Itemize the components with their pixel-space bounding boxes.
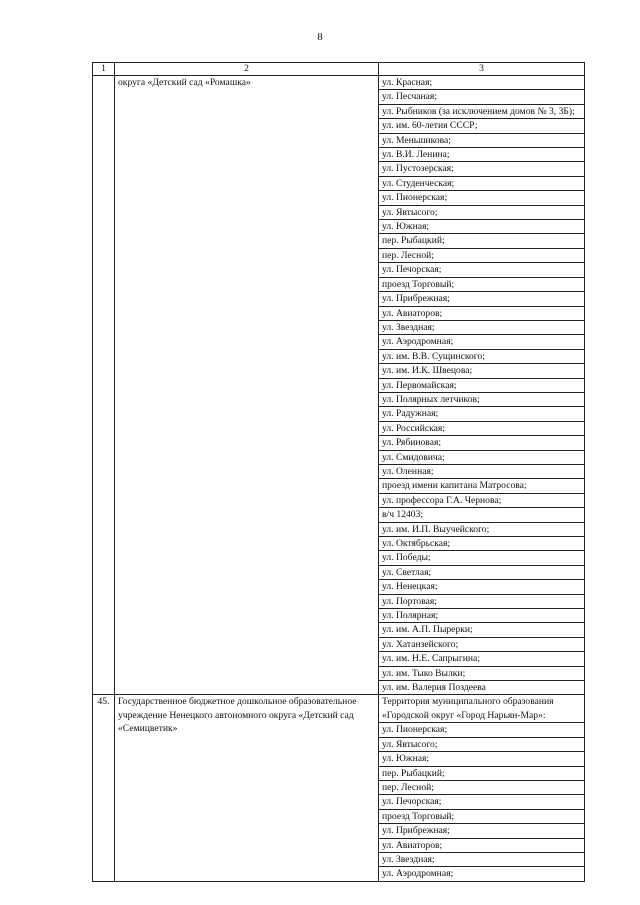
street-item: ул. Звездная; [379, 321, 584, 335]
territory-intro: «Городской округ «Город Нарьян-Мар»: [379, 709, 584, 723]
street-item: ул. Радужная; [379, 407, 584, 421]
header-row [93, 63, 585, 76]
street-item: ул. Печорская; [379, 795, 584, 809]
street-item: проезд Торговый; [379, 810, 584, 824]
street-item: ул. Рыбников (за исключением домов № 3, 3Б); [379, 105, 584, 119]
street-item: ул. Первомайская; [379, 379, 584, 393]
street-item: ул. им. И.П. Выучейского; [379, 523, 584, 537]
street-item: ул. Рябиновая; [379, 436, 584, 450]
table-row [93, 76, 585, 695]
street-item: проезд Торговый; [379, 278, 584, 292]
street-item: ул. Южная; [379, 220, 584, 234]
street-item: ул. Явтысого; [379, 206, 584, 220]
territory-cell [379, 695, 585, 881]
row-number [93, 76, 115, 695]
institution-name: округа «Детский сад «Ромашка» [115, 76, 379, 695]
street-item: ул. Звездная; [379, 853, 584, 867]
street-item: ул. им. Н.Е. Сапрыгина; [379, 652, 584, 666]
territory-table [92, 62, 585, 882]
street-item: ул. Студенческая; [379, 177, 584, 191]
street-item: ул. им. Тыко Вылки; [379, 667, 584, 681]
street-item: ул. Печорская; [379, 263, 584, 277]
street-item: ул. Авиаторов; [379, 307, 584, 321]
institution-name: Государственное бюджетное дошкольное образовательное учреждение Ненецкого автономного округа «Детский сад «Семицветик» [115, 695, 379, 881]
street-item: ул. профессора Г.А. Чернова; [379, 494, 584, 508]
street-item: ул. Светлая; [379, 566, 584, 580]
street-item: ул. Песчаная; [379, 90, 584, 104]
street-item: пер. Лесной; [379, 781, 584, 795]
header-col-2: 2 [115, 63, 379, 76]
street-item: ул. Полярных летчиков; [379, 393, 584, 407]
street-item: ул. Меньшикова; [379, 134, 584, 148]
street-item: ул. Российская; [379, 422, 584, 436]
street-item: ул. Оленная; [379, 465, 584, 479]
street-item: ул. Пионерская; [379, 191, 584, 205]
street-item: ул. Октябрьская; [379, 537, 584, 551]
street-item: ул. им. Валерия Поздеева [382, 682, 486, 694]
street-item: пер. Рыбацкий; [379, 767, 584, 781]
page-number: 8 [317, 32, 323, 43]
street-item: ул. им. 60-летия СССР; [379, 119, 584, 133]
street-item: пер. Рыбацкий; [379, 234, 584, 248]
street-item: проезд имени капитана Матросова; [379, 479, 584, 493]
street-item: ул. Ненецкая; [379, 580, 584, 594]
street-item: ул. Хатанзейского; [379, 638, 584, 652]
street-item: ул. им. И.К. Швецова; [379, 364, 584, 378]
street-item: ул. Пустозерская; [379, 162, 584, 176]
street-item: ул. В.И. Ленина; [379, 148, 584, 162]
street-item: ул. Аэродромная; [382, 868, 454, 880]
territory-intro: Территория муниципального образования [382, 696, 554, 708]
street-item: ул. Явтысого; [379, 738, 584, 752]
street-item: ул. Авиаторов; [379, 839, 584, 853]
street-item: ул. Прибрежная; [379, 824, 584, 838]
street-item: ул. Прибрежная; [379, 292, 584, 306]
street-item: ул. Портовая; [379, 595, 584, 609]
street-item: ул. Красная; [379, 76, 584, 90]
street-item: ул. Победы; [379, 551, 584, 565]
territory-cell [379, 76, 585, 695]
street-item: ул. Пионерская; [379, 723, 584, 737]
street-item: пер. Лесной; [379, 249, 584, 263]
street-item: ул. им. А.П. Пырерки; [379, 623, 584, 637]
street-item: в/ч 12403; [379, 508, 584, 522]
street-item: ул. им. В.В. Сущинского; [379, 350, 584, 364]
street-item: ул. Смидовича; [379, 451, 584, 465]
table-row [93, 695, 585, 881]
street-item: ул. Полярная; [379, 609, 584, 623]
row-number: 45. [93, 695, 115, 881]
header-col-3: 3 [379, 63, 585, 76]
street-item: ул. Аэродромная; [379, 335, 584, 349]
street-item: ул. Южная; [379, 752, 584, 766]
header-col-1: 1 [93, 63, 115, 76]
